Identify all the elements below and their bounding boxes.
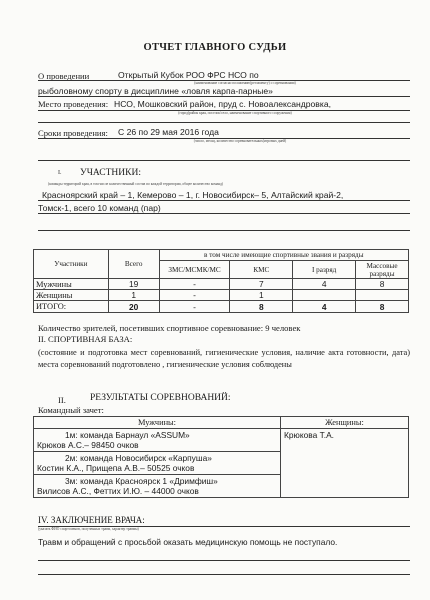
participants-heading: УЧАСТНИКИ:	[80, 168, 141, 178]
cell-kms: 1	[230, 290, 293, 301]
table-row	[34, 279, 409, 290]
event-value-1: Открытый Кубок РОО ФРС НСО по	[118, 70, 259, 80]
col-r1: I разряд	[293, 261, 356, 279]
cell-mass: 8	[356, 301, 409, 313]
cell-r1: 4	[293, 301, 356, 313]
result-place: 2м: команда Новосибирск «Карпуша»	[65, 453, 212, 463]
result-entry	[34, 452, 280, 475]
result-entry	[34, 429, 280, 452]
event-caption: (наименование согласно положению(регламенту) о соревновании)	[194, 81, 296, 85]
table-row	[34, 290, 409, 301]
row-label: Мужчины	[34, 279, 109, 290]
women-results	[281, 429, 409, 498]
result-names: Вилисов А.С., Феттих И.Ю. – 44000 очков	[37, 486, 199, 496]
women-value: Крюкова Т.А.	[284, 430, 334, 440]
row-label: ИТОГО:	[34, 301, 109, 313]
base-heading: II. СПОРТИВНАЯ БАЗА:	[38, 334, 133, 344]
result-entry	[34, 475, 280, 497]
team-label: Командный зачет:	[38, 405, 104, 415]
col-total: Всего	[108, 250, 159, 279]
cell-kms: 7	[230, 279, 293, 290]
place-label: Место проведения:	[38, 99, 109, 109]
col-participants: Участники	[34, 250, 109, 279]
col-kms: КМС	[230, 261, 293, 279]
group-header: в том числе имеющие спортивные звания и разряды	[159, 250, 408, 261]
participants-caption: (команды территорий края, в том числе количественный состав по каждой территории, общее количество команд)	[48, 182, 223, 186]
table-row	[34, 301, 409, 313]
cell-mass	[356, 290, 409, 301]
divider	[38, 574, 410, 575]
cell-zms: -	[159, 279, 230, 290]
cell-r1: 4	[293, 279, 356, 290]
base-text: (состояние и подготовка мест соревнований, гигиенические условия, наличие акта готовности, дата) места соревнований подготовлено , гигиенические условия соблюдены	[38, 348, 410, 369]
spectators-text: Количество зрителей, посетивших спортивное соревнование: 9 человек	[38, 323, 301, 333]
result-names: Крюков А.С.– 98450 очков	[37, 440, 139, 450]
men-results	[34, 429, 281, 498]
cell-mass: 8	[356, 279, 409, 290]
results-num: II.	[58, 395, 66, 405]
divider	[38, 122, 410, 123]
divider	[38, 160, 410, 161]
dates-label: Сроки проведения:	[38, 128, 108, 138]
cell-total: 19	[108, 279, 159, 290]
event-label: О проведении	[38, 71, 90, 81]
col-mass: Массовые разряды	[356, 261, 409, 279]
participants-line2: Томск-1, всего 10 команд (пар)	[38, 203, 161, 213]
doctor-text: Травм и обращений с просьбой оказать медицинскую помощь не поступало.	[38, 537, 338, 547]
result-names: Костин К.А., Прищепа А.В.– 50525 очков	[37, 463, 195, 473]
col-zms: ЗМС/МСМК/МС	[159, 261, 230, 279]
page-title: ОТЧЕТ ГЛАВНОГО СУДЬИ	[143, 42, 287, 53]
men-header: Мужчины:	[34, 417, 281, 429]
participants-table	[33, 249, 409, 313]
place-value: НСО, Мошковский район, пруд с. Новоалександровка,	[114, 99, 331, 109]
participants-num: I.	[58, 170, 62, 176]
place-caption: (город(район края, поселок/село, наименование спортивного сооружения)	[178, 111, 292, 115]
divider	[38, 560, 410, 561]
cell-zms: -	[159, 290, 230, 301]
cell-total: 20	[108, 301, 159, 313]
results-table	[33, 416, 409, 498]
doctor-heading: IV. ЗАКЛЮЧЕНИЕ ВРАЧА:	[38, 515, 145, 525]
divider	[38, 230, 410, 231]
women-header: Женщины:	[281, 417, 409, 429]
divider	[38, 200, 410, 201]
dates-value: С 26 по 29 мая 2016 года	[118, 127, 219, 137]
divider	[38, 213, 410, 214]
result-place: 3м: команда Красноярск 1 «Дримфиш»	[65, 476, 218, 486]
doctor-caption: (указать ФИО спортсменов, полученных травм, характер травмы)	[38, 527, 139, 531]
cell-kms: 8	[230, 301, 293, 313]
divider	[38, 96, 410, 97]
cell-total: 1	[108, 290, 159, 301]
cell-zms: -	[159, 301, 230, 313]
cell-r1	[293, 290, 356, 301]
dates-caption: (число, месяц, количество соревновательных(игровых дней)	[193, 139, 287, 143]
event-value-2: рыболовному спорту в дисциплине «ловля карпа-парные»	[38, 86, 273, 96]
participants-line1: Красноярский край – 1, Кемерово – 1, г. Новосибирск– 5, Алтайский край-2,	[42, 190, 344, 200]
row-label: Женщины	[34, 290, 109, 301]
result-place: 1м: команда Барнаул «ASSUM»	[65, 430, 190, 440]
results-heading: РЕЗУЛЬТАТЫ СОРЕВНОВАНИЙ:	[90, 393, 231, 403]
